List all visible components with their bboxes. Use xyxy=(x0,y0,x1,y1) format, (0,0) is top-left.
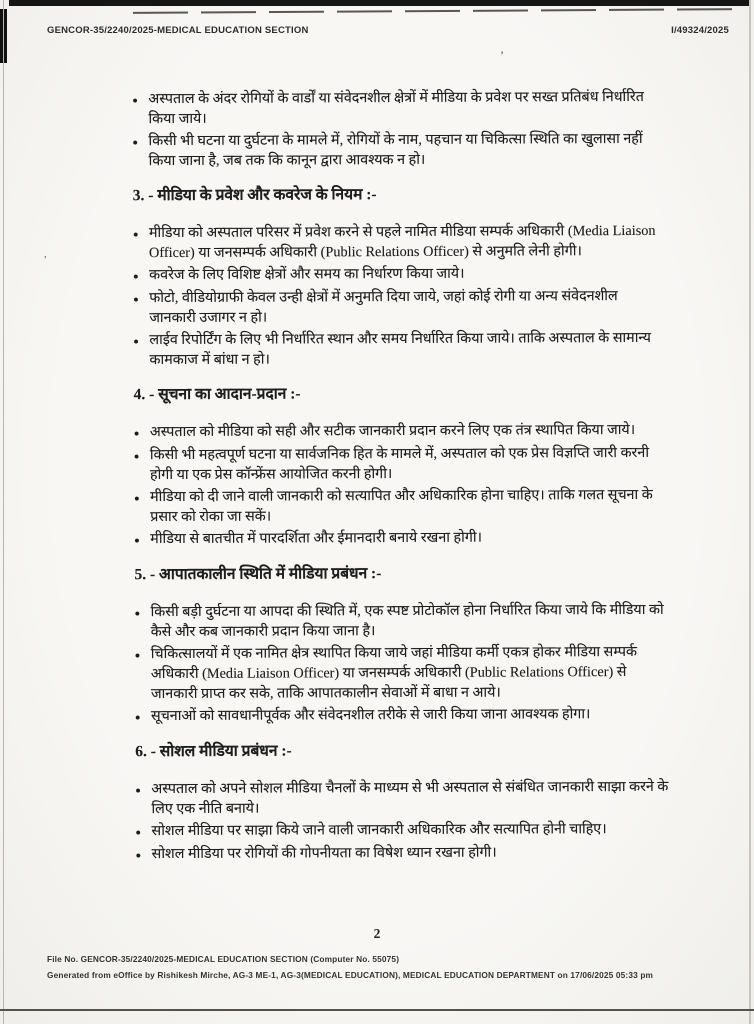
bullet-text: मीडिया को अस्पताल परिसर में प्रवेश करने से पहले नामित मीडिया सम्पर्क अधिकारी (Media Liaison Officer) या जनसम्पर्क अधिकारी (Public Relations Officer) से अनुमति लेनी होगी। xyxy=(148,222,656,262)
list-item xyxy=(135,704,669,727)
bullet-text: किसी बड़ी दुर्घटना या आपदा की स्थिति में, एक स्पष्ट प्रोटोकॉल होना निर्धारित किया जाये कि मीडिया को कैसे और कब जानकारी प्रदान किया जाना है। xyxy=(150,601,664,641)
page-right-border xyxy=(749,0,751,1024)
bullet-icon: ● xyxy=(133,451,140,462)
footer-file-number: File No. GENCOR-35/2240/2025-MEDICAL EDUCATION SECTION (Computer No. 55075) xyxy=(47,954,400,964)
bullet-text: अस्पताल को मीडिया को सही और सटीक जानकारी प्रदान करने लिए एक तंत्र स्थापित किया जाये। xyxy=(149,421,636,441)
bullet-text: अस्पताल को अपने सोशल मीडिया चैनलों के माध्यम से भी अस्पताल से संबंधित जानकारी साझा करने के लिए एक नीति बनाये। xyxy=(151,778,669,818)
bullet-icon: ● xyxy=(132,137,138,148)
list-item xyxy=(136,842,670,865)
list-item xyxy=(134,485,668,527)
document-footer xyxy=(47,951,724,983)
bullet-icon: ● xyxy=(134,535,140,546)
bullet-icon: ● xyxy=(134,493,140,504)
bullet-icon: ● xyxy=(133,336,139,347)
bullet-text: किसी भी घटना या दुर्घटना के मामले में, रोगियों के नाम, पहचान या चिकित्सा स्थिति का खुलासा नहीं किया जाना है, जब तक कि कानून द्वारा आवश्यक न हो। xyxy=(148,130,643,170)
bullet-text: कवरेज के लिए विशिष्ट क्षेत्रों और समय का निर्धारण किया जाये। xyxy=(149,265,465,284)
bullet-text: अस्पताल के अंदर रोगियों के वार्डों या संवेदनशील क्षेत्रों में मीडिया के प्रवेश पर सख्त प्रतिबंध निर्धारित किया जाये। xyxy=(148,88,644,128)
list-item xyxy=(134,420,668,443)
section-heading: 3. - मीडिया के प्रवेश और कवरेज के नियम :- xyxy=(132,186,377,205)
bullet-text: मीडिया से बातचीत में पारदर्शिता और ईमानदारी बनाये रखना होगी। xyxy=(150,529,483,548)
bullet-text: सोशल मीडिया पर साझा किये जाने वाली जानकारी अधिकारिक और सत्यापित होनी चाहिए। xyxy=(151,821,607,840)
bullet-text: किसी भी महत्वपूर्ण घटना या सार्वजनिक हित के मामले में, अस्पताल को एक प्रेस विज्ञप्ति जारी करनी होगी या एक प्रेस कॉन्फ्रेंस आयोजित करनी होगी। xyxy=(149,444,650,484)
list-item xyxy=(134,443,668,485)
bullet-text: लाईव रिपोर्टिंग के लिए भी निर्धारित स्थान और समय निर्धारित किया जाये। ताकि अस्पताल के सामान्य कामकाज में बांधा न हो। xyxy=(149,329,651,369)
section-heading: 6. - सोशल मीडिया प्रबंधन :- xyxy=(135,742,292,761)
header-file-reference: GENCOR-35/2240/2025-MEDICAL EDUCATION SECTION xyxy=(47,25,309,36)
bullet-text: सूचनाओं को सावधानीपूर्वक और संवेदनशील तरीके से जारी किया जाना आवश्यक होगा। xyxy=(151,706,591,725)
list-item xyxy=(135,600,669,642)
list-item xyxy=(134,527,668,550)
page-bottom-rule xyxy=(0,1009,754,1011)
bullet-icon: ● xyxy=(135,712,141,723)
bullet-text: चिकित्सालयों में एक नामित क्षेत्र स्थापित किया जाये जहां मीडिया कर्मी एकत्र होकर मीडिया सम्पर्क अधिकारी (Media Liaison Officer) या जनसम्पर्क अधिकारी (Public Relations Officer) से जानकारी प्राप्त कर सके, ताकि आपातकालीन सेवाओं में बाधा न आये। xyxy=(150,643,638,703)
bullet-icon: ● xyxy=(132,229,139,240)
list-item xyxy=(133,263,667,286)
bullet-icon: ● xyxy=(135,827,142,838)
list-item xyxy=(132,129,666,171)
list-item xyxy=(133,221,667,263)
page-left-border xyxy=(3,0,4,1024)
page-number: 2 xyxy=(373,926,381,941)
bullet-icon: ● xyxy=(135,850,142,861)
list-item xyxy=(135,642,669,704)
document-body xyxy=(132,87,669,867)
footer-generated-by: Generated from eOffice by Rishikesh Mirche, AG-3 ME-1, AG-3(MEDICAL EDUCATION), MEDICAL EDUCATION DEPARTMENT on 17/06/2025 05:33 pm xyxy=(47,970,654,980)
list-item xyxy=(133,286,667,328)
list-item xyxy=(135,819,669,842)
scan-speck: ’ xyxy=(500,48,504,62)
header-issue-number: I/49324/2025 xyxy=(671,25,729,36)
list-item xyxy=(133,328,667,370)
bullet-text: सोशल मीडिया पर रोगियों की गोपनीयता का विषेश ध्यान रखना होगी। xyxy=(151,844,497,863)
bullet-text: मीडिया को दी जाने वाली जानकारी को सत्यापित और अधिकारिक होना चाहिए। ताकि गलत सूचना के प्रसार को रोका जा सकें। xyxy=(150,486,653,526)
section-heading: 4. - सूचना का आदान-प्रदान :- xyxy=(133,385,301,404)
bullet-icon: ● xyxy=(134,650,141,661)
scan-artifact-top-bar xyxy=(9,0,750,6)
bullet-icon: ● xyxy=(133,428,140,439)
bullet-icon: ● xyxy=(135,785,141,796)
section-heading: 5. - आपातकालीन स्थिति में मीडिया प्रबंधन :- xyxy=(134,565,382,584)
bullet-icon: ● xyxy=(134,608,141,619)
list-item xyxy=(132,87,666,129)
scan-artifact-dashed-line xyxy=(133,8,745,14)
bullet-icon: ● xyxy=(133,294,139,305)
scan-speck: , xyxy=(44,248,47,260)
bullet-text: फोटो, वीडियोग्राफी केवल उन्ही क्षेत्रों में अनुमति दिया जाये, जहां कोई रोगी या अन्य संवेदनशील जानकारी उजागर न हो। xyxy=(149,288,618,327)
list-item xyxy=(135,777,669,819)
bullet-icon: ● xyxy=(133,271,139,282)
bullet-icon: ● xyxy=(132,95,138,106)
